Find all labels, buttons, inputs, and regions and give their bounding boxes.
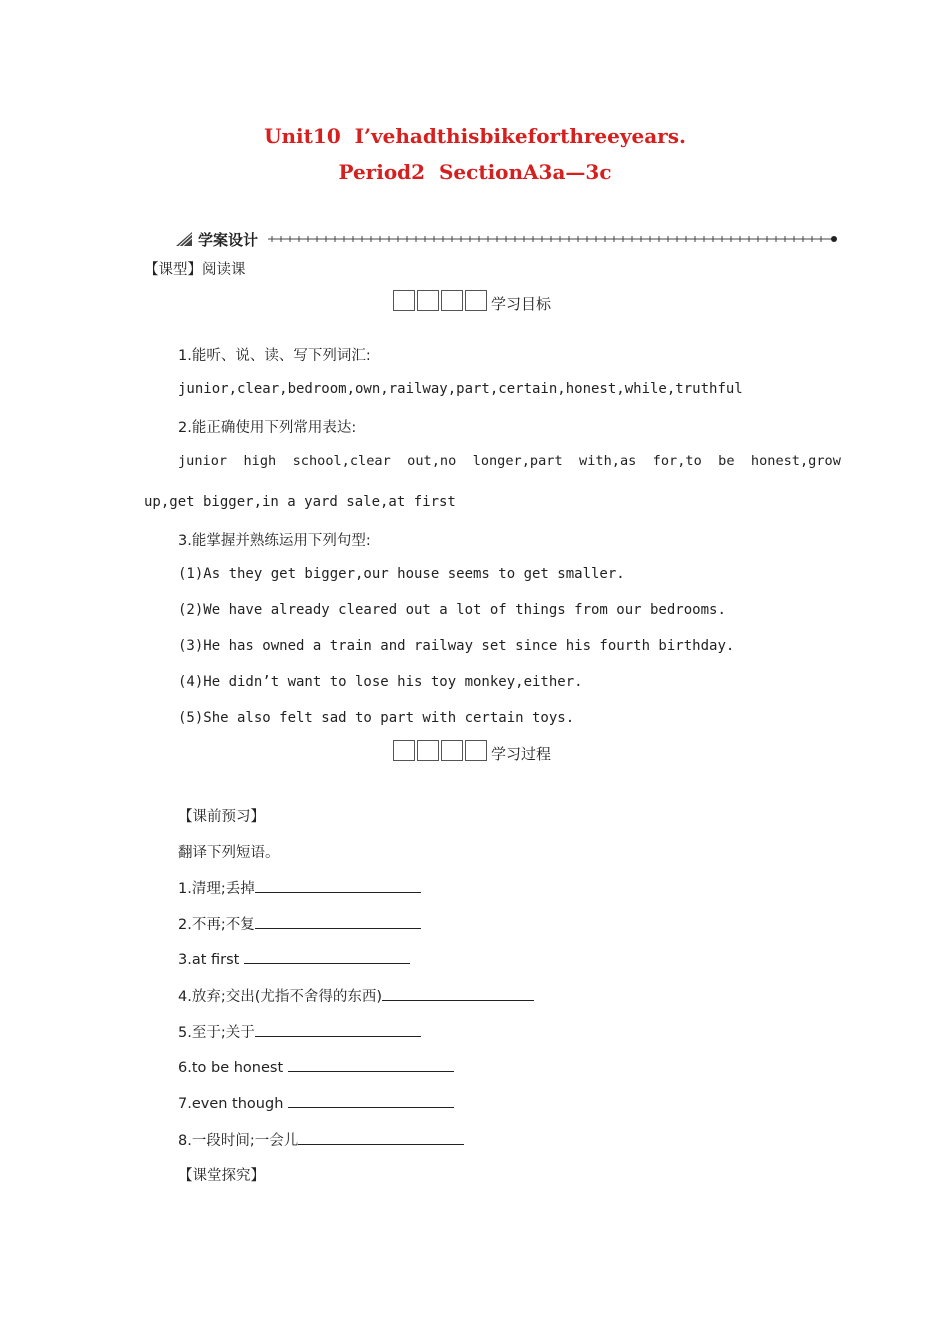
answer-blank[interactable] bbox=[288, 1093, 454, 1108]
section-goals-label: 学习目标 bbox=[491, 295, 552, 313]
preview-item-4 bbox=[178, 985, 534, 1006]
box bbox=[393, 290, 415, 311]
item-text: 8.一段时间;一会儿 bbox=[178, 1133, 299, 1149]
box bbox=[465, 290, 487, 311]
sentence-4: (4)He didn’t want to lose his toy monkey,either. bbox=[178, 674, 583, 690]
answer-blank[interactable] bbox=[298, 1130, 464, 1145]
goal-1-words: junior,clear,bedroom,own,railway,part,certain,honest,while,truthful bbox=[178, 381, 743, 397]
preview-item-5 bbox=[178, 1021, 421, 1042]
preview-item-8 bbox=[178, 1129, 464, 1150]
goal-2-line-2: up,get bigger,in a yard sale,at first bbox=[144, 494, 456, 510]
item-text: 1.清理;丢掉 bbox=[178, 881, 255, 897]
item-text: 3.at first bbox=[178, 952, 244, 968]
box bbox=[441, 740, 463, 761]
section-banner bbox=[176, 229, 840, 249]
sentence-2: (2)We have already cleared out a lot of things from our bedrooms. bbox=[178, 602, 726, 618]
item-text: 6.to be honest bbox=[178, 1060, 288, 1076]
sentence-5: (5)She also felt sad to part with certain toys. bbox=[178, 710, 575, 726]
triangle-icon bbox=[176, 232, 196, 246]
answer-blank[interactable] bbox=[244, 949, 410, 964]
preview-item-1 bbox=[178, 877, 421, 898]
preview-item-6 bbox=[178, 1057, 454, 1076]
box bbox=[417, 290, 439, 311]
goal-1-title: 1.能听、说、读、写下列词汇: bbox=[178, 348, 371, 364]
box bbox=[417, 740, 439, 761]
classroom-heading: 【课堂探究】 bbox=[178, 1168, 265, 1184]
answer-blank[interactable] bbox=[288, 1057, 454, 1072]
preview-instruction: 翻译下列短语。 bbox=[178, 845, 280, 861]
answer-blank[interactable] bbox=[382, 986, 534, 1001]
preview-item-7 bbox=[178, 1093, 454, 1112]
section-process-label: 学习过程 bbox=[491, 745, 552, 763]
section-goals-header bbox=[393, 290, 593, 312]
box bbox=[441, 290, 463, 311]
answer-blank[interactable] bbox=[255, 1022, 421, 1037]
preview-heading: 【课前预习】 bbox=[178, 809, 265, 825]
sentence-3: (3)He has owned a train and railway set since his fourth birthday. bbox=[178, 638, 735, 654]
title-line-1: Unit10 I’vehadthisbikeforthreeyears. bbox=[264, 124, 686, 148]
preview-item-2 bbox=[178, 913, 421, 934]
item-text: 7.even though bbox=[178, 1096, 288, 1112]
dotted-rule bbox=[268, 231, 840, 247]
box bbox=[393, 740, 415, 761]
item-text: 5.至于;关于 bbox=[178, 1025, 255, 1041]
answer-blank[interactable] bbox=[255, 878, 421, 893]
preview-item-3 bbox=[178, 949, 410, 968]
sentence-1: (1)As they get bigger,our house seems to get smaller. bbox=[178, 566, 625, 582]
banner-label: 学案设计 bbox=[198, 231, 259, 249]
lesson-type: 【课型】阅读课 bbox=[144, 262, 246, 278]
section-process-header bbox=[393, 740, 593, 762]
goal-3-title: 3.能掌握并熟练运用下列句型: bbox=[178, 533, 371, 549]
goal-2-title: 2.能正确使用下列常用表达: bbox=[178, 420, 357, 436]
goal-2-line-1: junior high school,clear out,no longer,part with,as for,to be honest,grow bbox=[178, 453, 841, 469]
answer-blank[interactable] bbox=[255, 914, 421, 929]
box bbox=[465, 740, 487, 761]
item-text: 2.不再;不复 bbox=[178, 917, 255, 933]
title-line-2: Period2 SectionA3a—3c bbox=[338, 160, 612, 184]
item-text: 4.放弃;交出(尤指不舍得的东西) bbox=[178, 989, 383, 1005]
